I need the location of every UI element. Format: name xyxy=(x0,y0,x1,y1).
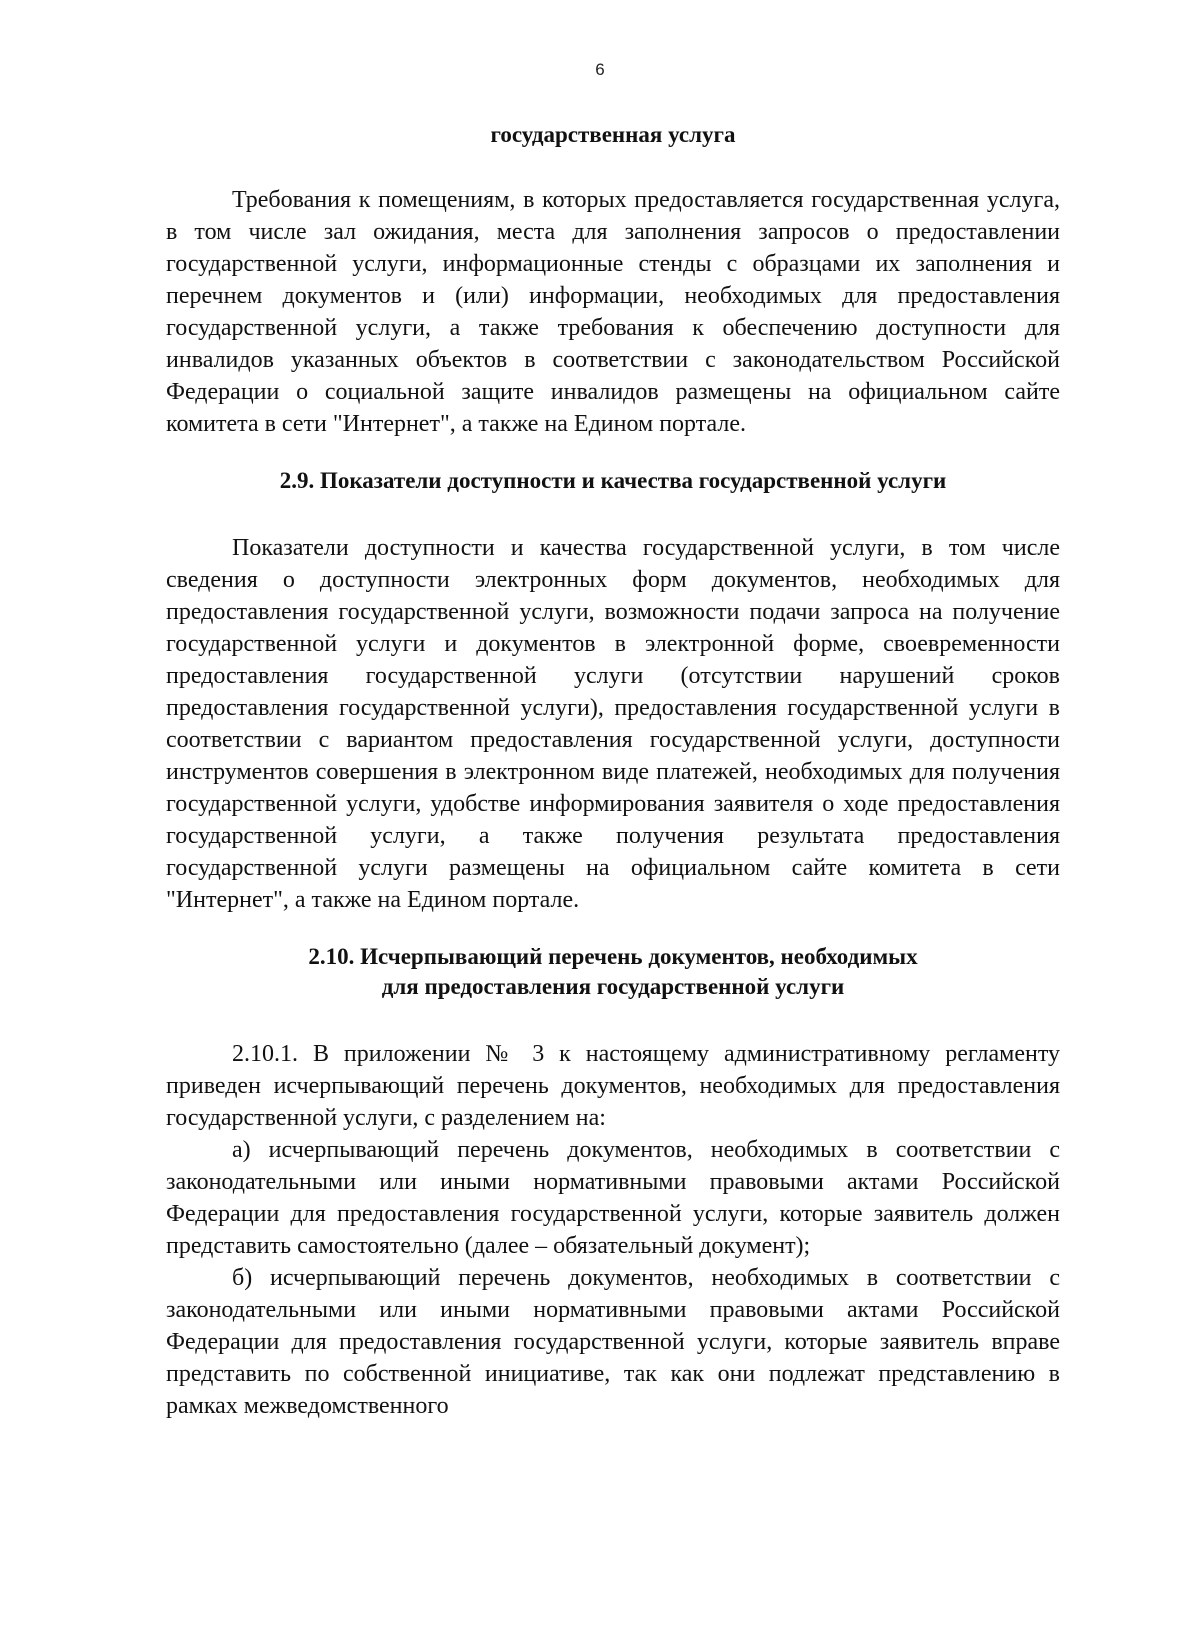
paragraph-premises-requirements: Требования к помещениям, в которых предоставляется государственная услуга, в том числе зал ожидания, места для заполнения запросов о предоставлении государственной услуги, информационные стенды с образцами их заполнения и перечнем документов и (или) информации, необходимых для предоставления государственной услуги, а также требования к обеспечению доступности для инвалидов указанных объектов в соответствии с законодательством Российской Федерации о социальной защите инвалидов размещены на официальном сайте комитета в сети "Интернет", а также на Едином портале. xyxy=(166,187,1060,437)
section-heading-service: государственная услуга xyxy=(490,122,736,147)
section-heading-2-10 xyxy=(166,942,1060,1002)
paragraph-accessibility-indicators: Показатели доступности и качества государственной услуги, в том числе сведения о доступности электронных форм документов, необходимых для предоставления государственной услуги, возможности подачи запроса на получение государственной услуги и документов в электронной форме, своевременности предоставления государственной услуги (отсутствии нарушений сроков предоставления государственной услуги), предоставления государственной услуги в соответствии с вариантом предоставления государственной услуги, доступности инструментов совершения в электронном виде платежей, необходимых для получения государственной услуги, удобстве информирования заявителя о ходе предоставления государственной услуги, а также получения результата предоставления государственной услуги размещены на официальном сайте комитета в сети "Интернет", а также на Едином портале. xyxy=(166,535,1060,913)
section-heading-2-10-line2: для предоставления государственной услуги xyxy=(381,974,845,999)
section-heading-2-9: 2.9. Показатели доступности и качества государственной услуги xyxy=(279,468,947,493)
document-body xyxy=(166,120,1060,1422)
list-item-b: б) исчерпывающий перечень документов, необходимых в соответствии с законодательными или иными нормативными правовыми актами Российской Федерации для предоставления государственной услуги, которые заявитель вправе представить по собственной инициативе, так как они подлежат представлению в рамках межведомственного xyxy=(166,1265,1060,1419)
section-heading-2-10-line1: 2.10. Исчерпывающий перечень документов, необходимых xyxy=(308,944,918,969)
list-item-a: а) исчерпывающий перечень документов, необходимых в соответствии с законодательными или иными нормативными правовыми актами Российской Федерации для предоставления государственной услуги, которые заявитель должен представить самостоятельно (далее – обязательный документ); xyxy=(166,1137,1060,1259)
page-number: 6 xyxy=(595,60,605,79)
paragraph-2-10-1: 2.10.1. В приложении № 3 к настоящему административному регламенту приведен исчерпывающий перечень документов, необходимых для предоставления государственной услуги, с разделением на: xyxy=(166,1041,1060,1131)
